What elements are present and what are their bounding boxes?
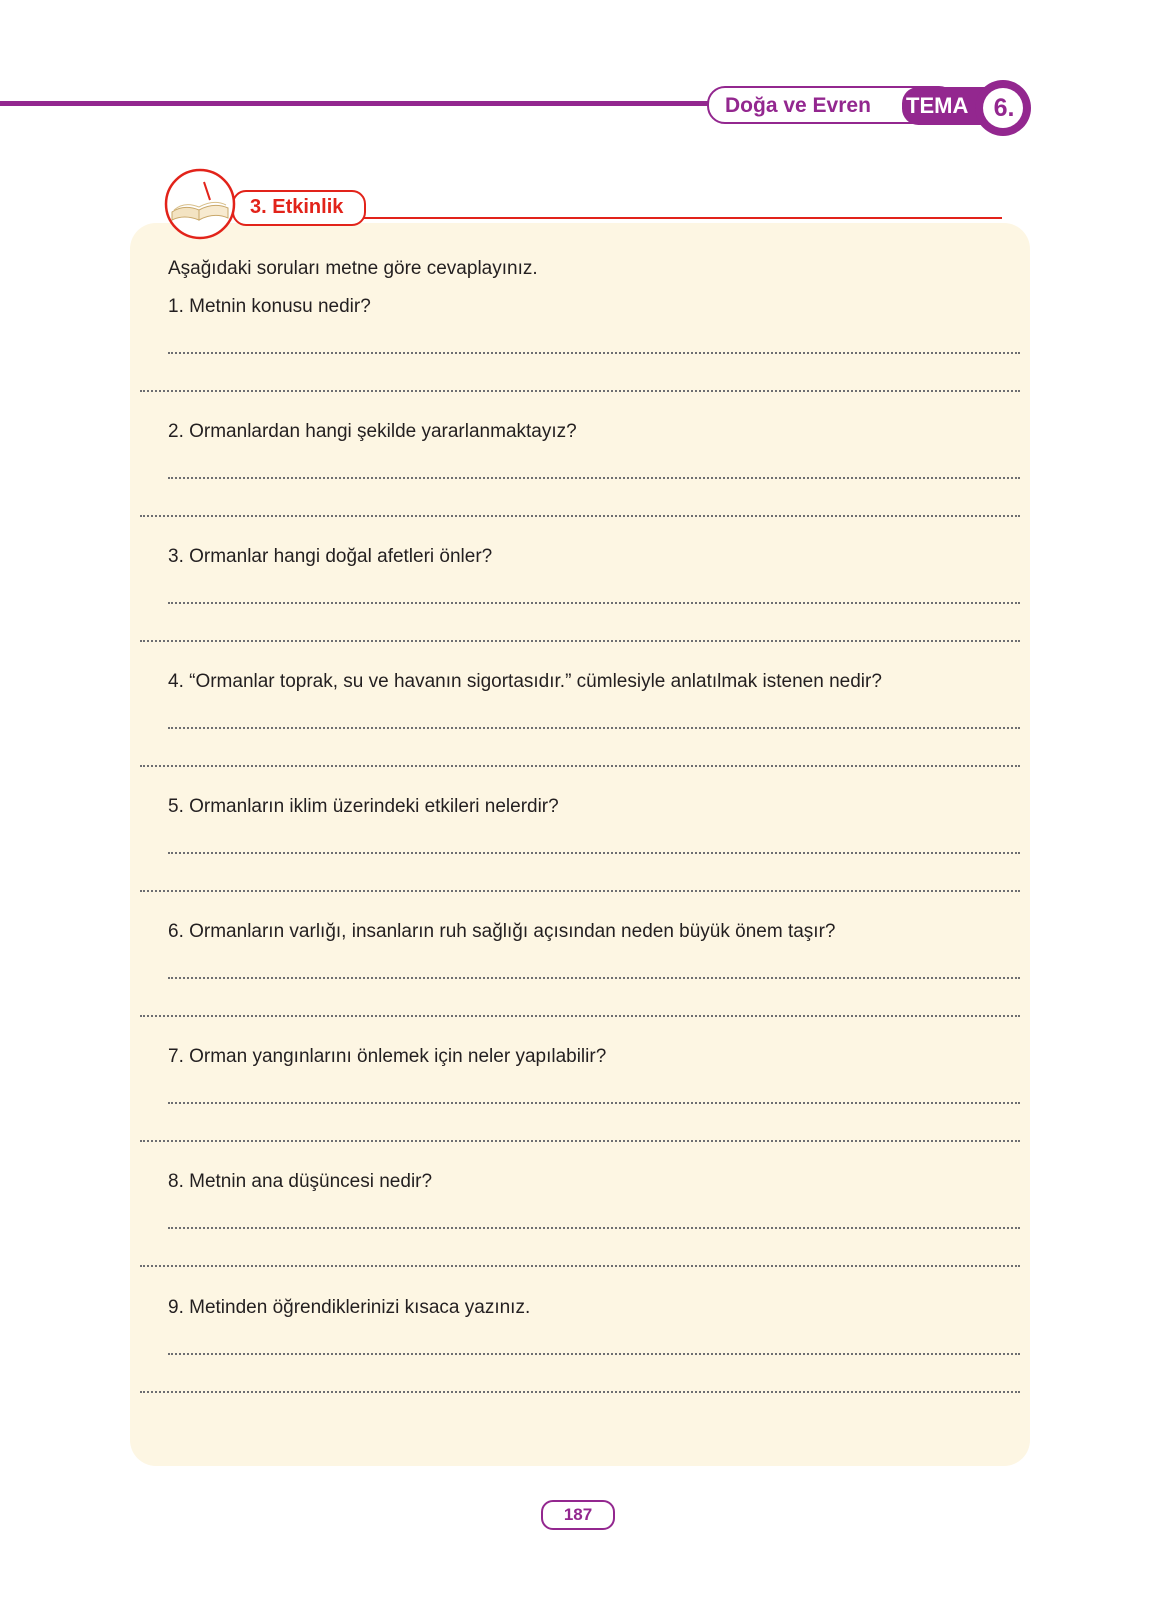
theme-name: Doğa ve Evren	[725, 94, 871, 117]
answer-line[interactable]	[168, 477, 1020, 479]
answer-line[interactable]	[140, 890, 1020, 892]
tema-label: TEMA	[906, 93, 969, 118]
answer-line[interactable]	[140, 1140, 1020, 1142]
activity-panel	[130, 223, 1030, 1466]
answer-line[interactable]	[140, 640, 1020, 642]
page-number-box	[541, 1500, 615, 1530]
answer-line[interactable]	[140, 1015, 1020, 1017]
header-rule	[0, 101, 720, 106]
question-1: 1. Metnin konusu nedir?	[168, 296, 371, 317]
answer-line[interactable]	[140, 765, 1020, 767]
answer-line[interactable]	[168, 727, 1020, 729]
answer-line[interactable]	[168, 352, 1020, 354]
activity-title: 3. Etkinlik	[250, 196, 344, 218]
answer-line[interactable]	[140, 390, 1020, 392]
answer-line[interactable]	[168, 977, 1020, 979]
question-8: 8. Metnin ana düşüncesi nedir?	[168, 1171, 433, 1192]
answer-line[interactable]	[168, 602, 1020, 604]
question-3: 3. Ormanlar hangi doğal afetleri önler?	[168, 546, 493, 567]
question-7: 7. Orman yangınlarını önlemek için neler yapılabilir?	[168, 1046, 607, 1067]
question-5: 5. Ormanların iklim üzerindeki etkileri nelerdir?	[168, 796, 559, 817]
answer-line[interactable]	[140, 1391, 1020, 1393]
answer-line[interactable]	[140, 1265, 1020, 1267]
question-6: 6. Ormanların varlığı, insanların ruh sağlığı açısından neden büyük önem taşır?	[168, 921, 836, 942]
answer-line[interactable]	[168, 1102, 1020, 1104]
question-9: 9. Metinden öğrendiklerinizi kısaca yazınız.	[168, 1297, 531, 1318]
answer-line[interactable]	[168, 1353, 1020, 1355]
answer-line[interactable]	[140, 515, 1020, 517]
instruction-text: Aşağıdaki soruları metne göre cevaplayınız.	[168, 258, 538, 279]
tema-number: 6.	[993, 93, 1015, 122]
question-4: 4. “Ormanlar toprak, su ve havanın sigortasıdır.” cümlesiyle anlatılmak istenen nedir?	[168, 671, 882, 692]
page-number: 187	[563, 1505, 593, 1524]
question-2: 2. Ormanlardan hangi şekilde yararlanmaktayız?	[168, 421, 577, 442]
open-book-icon	[164, 168, 236, 240]
answer-line[interactable]	[168, 852, 1020, 854]
answer-line[interactable]	[168, 1227, 1020, 1229]
tema-number-disc	[983, 88, 1023, 128]
